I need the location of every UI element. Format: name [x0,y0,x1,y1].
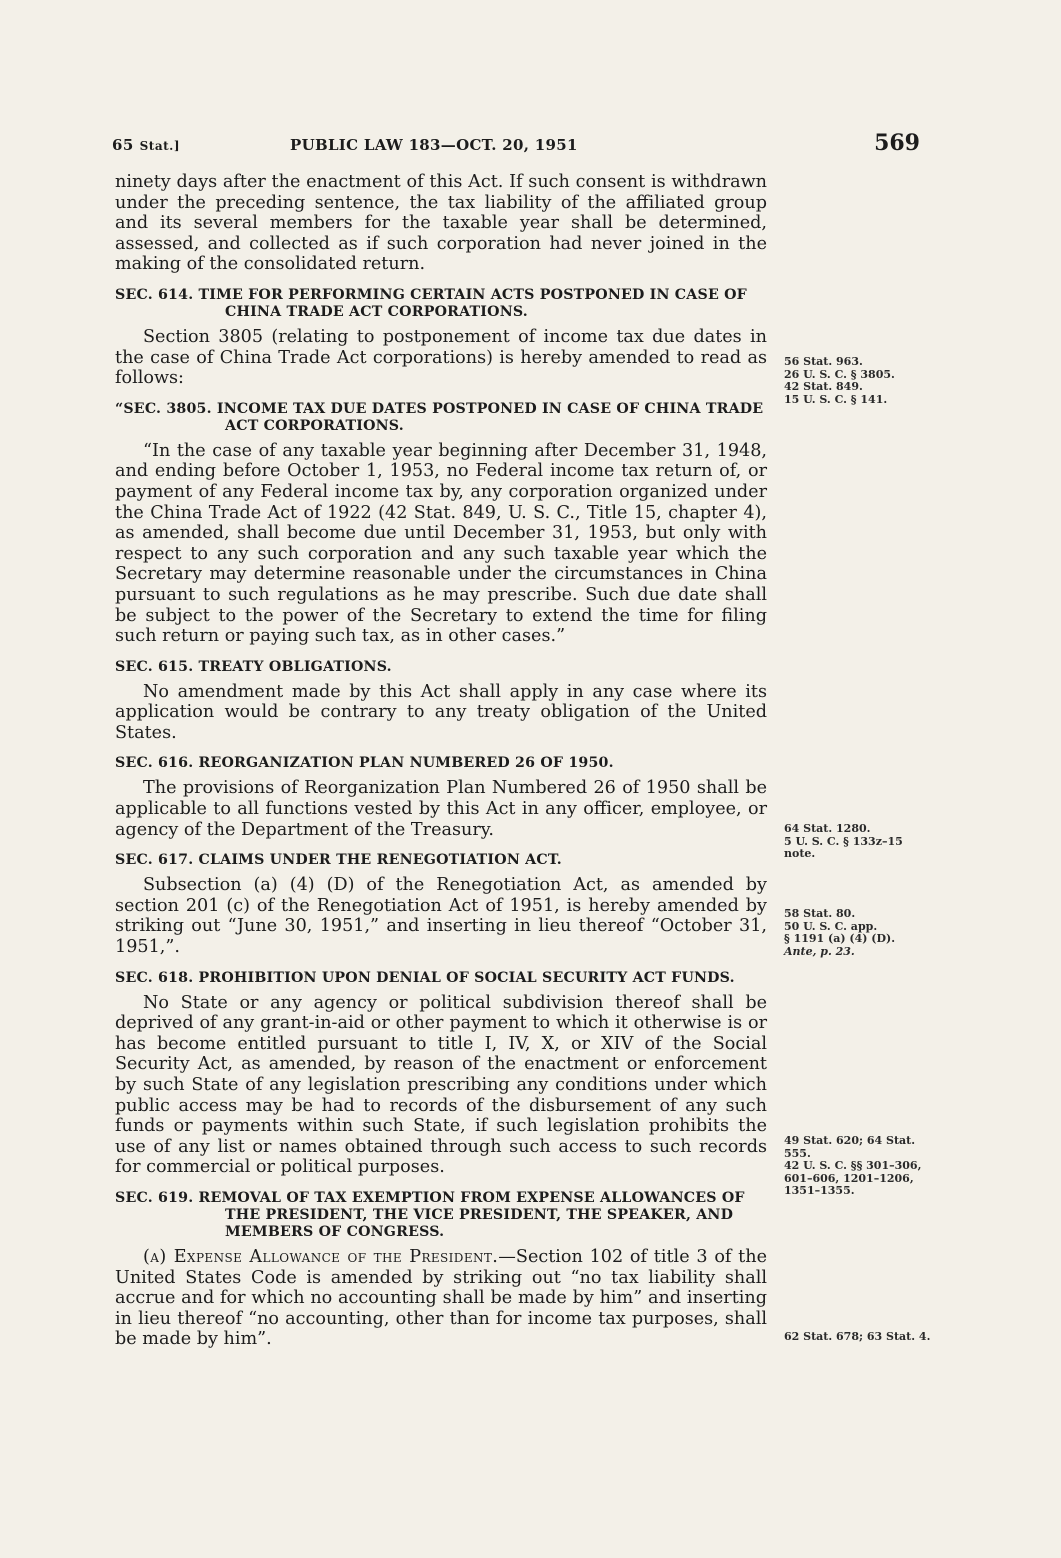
subsection-a-lead: (a) Expense Allowance of the President. [143,1246,499,1267]
margin-note-619 [784,1331,934,1344]
section-617-text: Subsection (a) (4) (D) of the Renegotiation Act, as amended by section 201 (c) of the Renegotiation Act of 1951, is hereby amended by striking out “June 30, 1951,” and inserting in lieu thereof “October 31, 1951,”. [115,875,767,958]
margin-note-line: § 1191 (a) (4) (D). [784,932,896,945]
volume-reference [112,136,180,154]
margin-note-line: 56 Stat. 963. [784,355,863,368]
page-number: 569 [874,130,920,156]
law-title: PUBLIC LAW 183—OCT. 20, 1951 [290,136,578,154]
margin-note-line: Ante, p. 23. [784,944,855,958]
main-text [115,172,767,1350]
section-616-text: The provisions of Reorganization Plan Numbered 26 of 1950 shall be applicable to all functions vested by this Act in any officer, employee, or agency of the Department of the Treasury. [115,778,767,840]
section-618-text: No State or any agency or political subdivision thereof shall be deprived of any grant-in-aid or other payment to which it otherwise is or has become entitled pursuant to title I, IV, X, or XIV of the Social Security Act, as amended, by reason of the enactment or enforcement by such State of any legislation prescribing any conditions under which public access may be had to records of the disbursement of any such funds or payments within such State, if such legislation prohibits the use of any list or names obtained through such access to such records for commercial or political purposes. [115,992,767,1178]
margin-note-line: 58 Stat. 80. [784,907,856,920]
margin-note-618 [784,1135,934,1198]
running-header [112,130,920,164]
margin-note-617 [784,908,934,958]
section-3805-heading: “SEC. 3805. INCOME TAX DUE DATES POSTPONED IN CASE OF CHINA TRADE ACT CORPORATIONS. [115,400,764,434]
section-614-text: Section 3805 (relating to postponement of income tax due dates in the case of China Trade Act corporations) is hereby amended to read as follows: [115,326,767,389]
margin-note-line: 42 U. S. C. §§ 301–306, 601–606, 1201–1206, 1351–1355. [784,1159,922,1197]
section-616-heading: SEC. 616. REORGANIZATION PLAN NUMBERED 26 OF 1950. [115,755,614,772]
margin-note-line: 64 Stat. 1280. [784,822,871,835]
section-615-text: No amendment made by this Act shall apply in any case where its application would be contrary to any treaty obligation of the United States. [115,681,767,743]
margin-note-line: 62 Stat. 678; 63 Stat. 4. [784,1330,931,1343]
section-619-heading: SEC. 619. REMOVAL OF TAX EXEMPTION FROM EXPENSE ALLOWANCES OF THE PRESIDENT, THE VICE PRESIDENT, THE SPEAKER, AND MEMBERS OF CONGRESS. [115,1189,745,1240]
margin-note-line: 26 U. S. C. § 3805. [784,367,895,381]
intro-paragraph: ninety days after the enactment of this Act. If such consent is withdrawn under the preceding sentence, the tax liability of the affiliated group and its several members for the taxable year shall be determined, assessed, and collected as if such corporation had never joined in the making of the consolidated return. [115,172,767,275]
section-618-heading: SEC. 618. PROHIBITION UPON DENIAL OF SOCIAL SECURITY ACT FUNDS. [115,969,735,986]
volume-number: 65 [112,136,134,154]
section-617-heading: SEC. 617. CLAIMS UNDER THE RENEGOTIATION ACT. [115,852,562,869]
volume-label: Stat.] [139,139,180,153]
margin-note-616 [784,823,934,861]
margin-note-line: 49 Stat. 620; 64 Stat. 555. [784,1134,916,1160]
subsection-a-text: —Section 102 of title 3 of the United States Code is amended by striking out “no tax liability shall accrue and for which no accounting shall be made by him” and inserting in lieu thereof “no accounting, other than for income tax purposes, shall be made by him”. [115,1246,767,1350]
section-614-heading: SEC. 614. TIME FOR PERFORMING CERTAIN ACTS POSTPONED IN CASE OF CHINA TRADE ACT CORPORATIONS. [115,286,747,320]
section-3805-text: “In the case of any taxable year beginning after December 31, 1948, and ending before October 1, 1953, no Federal income tax return of, or payment of any Federal income tax by, any corporation organized under the China Trade Act of 1922 (42 Stat. 849, U. S. C., Title 15, chapter 4), as amended, shall become due until December 31, 1953, but only with respect to any such corporation and any such taxable year which the Secretary may determine reasonable under the circumstances in China pursuant to such regulations as he may prescribe. Such due date shall be subject to the power of the Secretary to extend the time for filing such return or paying such tax, as in other cases.” [115,440,767,647]
margin-note-614 [784,356,934,406]
margin-note-line: 42 Stat. 849. [784,380,863,393]
margin-note-line: 15 U. S. C. § 141. [784,392,888,406]
section-619-text [115,1247,767,1350]
margin-note-line: 50 U. S. C. app. [784,919,878,933]
margin-note-line: 5 U. S. C. § 133z–15 note. [784,834,903,860]
section-615-heading: SEC. 615. TREATY OBLIGATIONS. [115,658,392,675]
